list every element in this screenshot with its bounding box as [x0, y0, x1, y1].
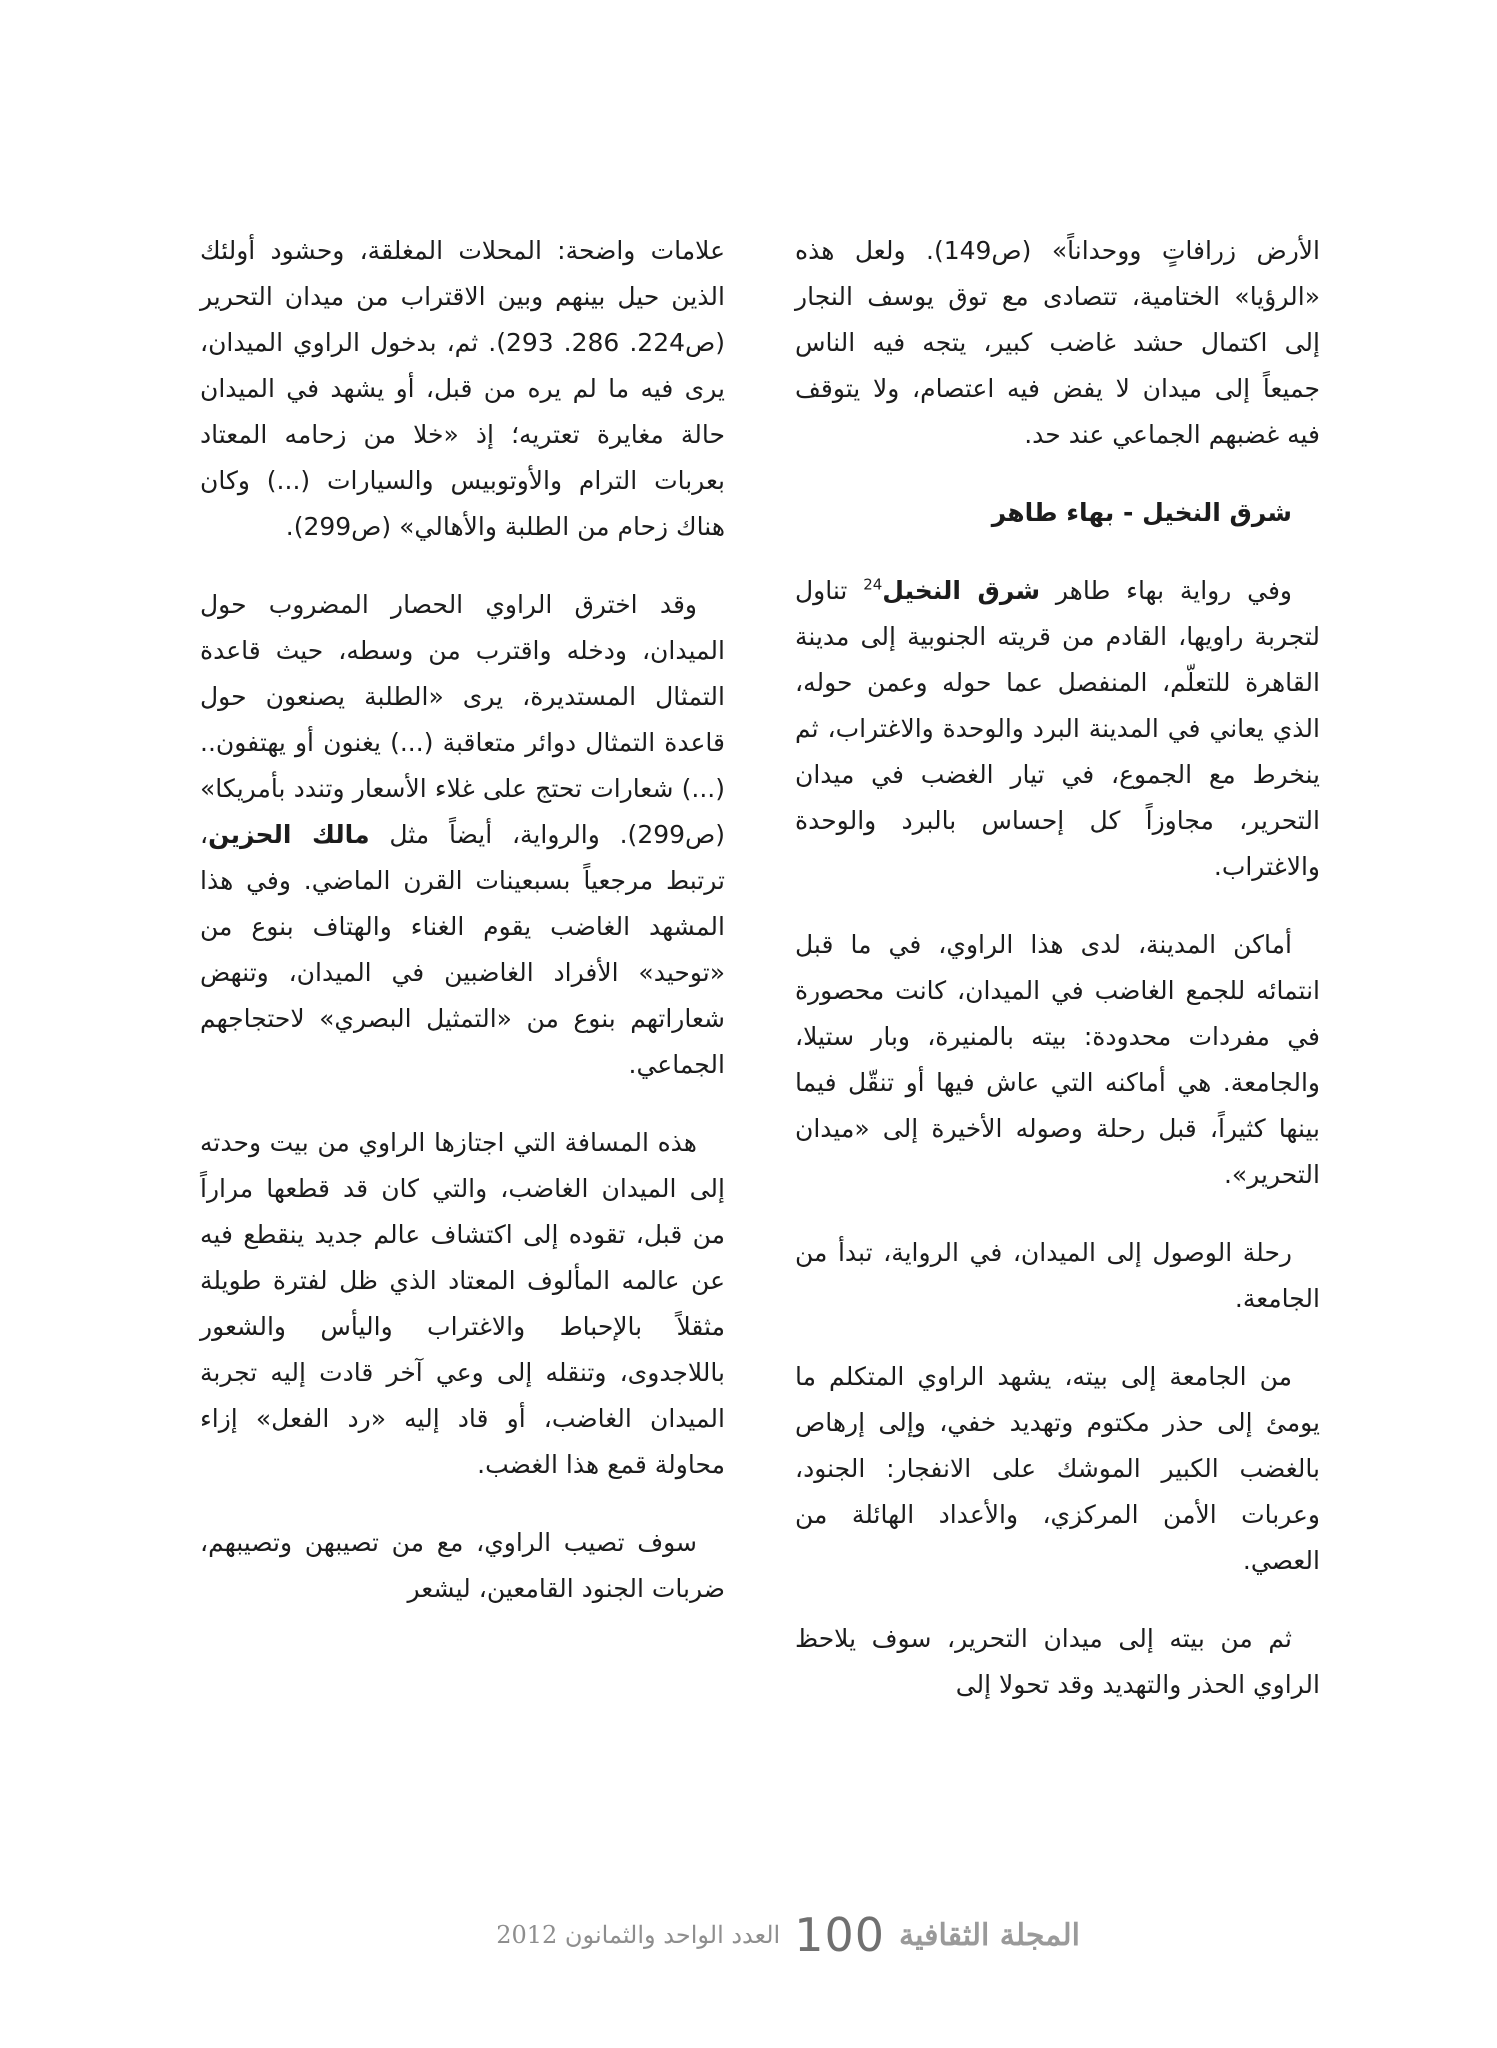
paragraph: الأرض زرافاتٍ ووحداناً» (ص149). ولعل هذه «الرؤيا» الختامية، تتصادى مع توق يوسف النجار إلى اكتمال حشد غاضب كبير، يتجه فيه الناس جميعاً إلى ميدان لا يفض فيه اعتصام، ولا يتوقف فيه غضبهم الجماعي عند حد. — [795, 236, 1320, 449]
text-span: ، ترتبط مرجعياً بسبعينات القرن الماضي. وفي هذا المشهد الغاضب يقوم الغناء والهتاف بنوع من «توحيد» الأفراد الغاضبين في الميدان، وتنهض شعاراتهم بنوع من «التمثيل البصري» لاحتجاجهم الجماعي. — [200, 820, 725, 1079]
novel-title: مالك الحزين — [208, 820, 370, 849]
left-column — [200, 228, 725, 1644]
issue-label: العدد الواحد والثمانون 2012 — [496, 1921, 781, 1949]
footnote-marker: 24 — [863, 575, 883, 594]
paragraph: سوف تصيب الراوي، مع من تصيبهن وتصيبهم، ضربات الجنود القامعين، ليشعر — [200, 1528, 725, 1603]
paragraph: علامات واضحة: المحلات المغلقة، وحشود أولئك الذين حيل بينهم وبين الاقتراب من ميدان التحرير (ص224. 286. 293). ثم، بدخول الراوي الميدان، يرى فيه ما لم يره من قبل، أو يشهد في الميدان حالة مغايرة تعتريه؛ إذ «خلا من زحامه المعتاد بعربات الترام والأوتوبيس والسيارات (...) وكان هناك زحام من الطلبة والأهالي» (ص299). — [200, 236, 725, 541]
text-span: وقد اخترق الراوي الحصار المضروب حول الميدان، ودخله واقترب من وسطه، حيث قاعدة التمثال المستديرة، يرى «الطلبة يصنعون حول قاعدة التمثال دوائر متعاقبة (...) يغنون أو يهتفون.. (...) شعارات تحتج على غلاء الأسعار وتندد بأمريكا» (ص299). والرواية، أيضاً مثل — [200, 590, 726, 849]
page-number: 100 — [794, 1908, 886, 1962]
page-footer — [420, 1905, 1080, 1965]
text-span: وفي رواية بهاء طاهر — [1040, 576, 1292, 605]
right-column — [795, 228, 1320, 1740]
magazine-name: المجلة الثقافية — [899, 1917, 1080, 1953]
paragraph — [200, 582, 725, 1088]
paragraph: هذه المسافة التي اجتازها الراوي من بيت وحدته إلى الميدان الغاضب، والتي كان قد قطعها مراراً من قبل، تقوده إلى اكتشاف عالم جديد ينقطع فيه عن عالمه المألوف المعتاد الذي ظل لفترة طويلة مثقلاً بالإحباط والاغتراب واليأس والشعور باللاجدوى، وتنقله إلى وعي آخر قادت إليه تجربة الميدان الغاضب، أو قاد إليه «رد الفعل» إزاء محاولة قمع هذا الغضب. — [200, 1128, 725, 1479]
paragraph: رحلة الوصول إلى الميدان، في الرواية، تبدأ من الجامعة. — [795, 1238, 1320, 1313]
paragraph — [795, 568, 1320, 890]
section-heading: شرق النخيل - بهاء طاهر — [991, 498, 1292, 527]
paragraph: ثم من بيته إلى ميدان التحرير، سوف يلاحظ الراوي الحذر والتهديد وقد تحولا إلى — [795, 1624, 1320, 1699]
paragraph: من الجامعة إلى بيته، يشهد الراوي المتكلم ما يومئ إلى حذر مكتوم وتهديد خفي، وإلى إرهاص بالغضب الكبير الموشك على الانفجار: الجنود، وعربات الأمن المركزي، والأعداد الهائلة من العصي. — [795, 1362, 1320, 1575]
paragraph: أماكن المدينة، لدى هذا الراوي، في ما قبل انتمائه للجمع الغاضب في الميدان، كانت محصورة في مفردات محدودة: بيته بالمنيرة، وبار ستيلا، والجامعة. هي أماكنه التي عاش فيها أو تنقّل فيما بينها كثيراً، قبل رحلة وصوله الأخيرة إلى «ميدان التحرير». — [795, 930, 1320, 1189]
novel-title: شرق النخيل — [882, 576, 1041, 605]
text-span: تناول لتجربة راويها، القادم من قريته الجنوبية إلى مدينة القاهرة للتعلّم، المنفصل عما حوله وعمن حوله، الذي يعاني في المدينة البرد والوحدة والاغتراب، ثم ينخرط مع الجموع، في تيار الغضب في ميدان التحرير، مجاوزاً كل إحساس بالبرد والوحدة والاغتراب. — [795, 576, 1320, 881]
